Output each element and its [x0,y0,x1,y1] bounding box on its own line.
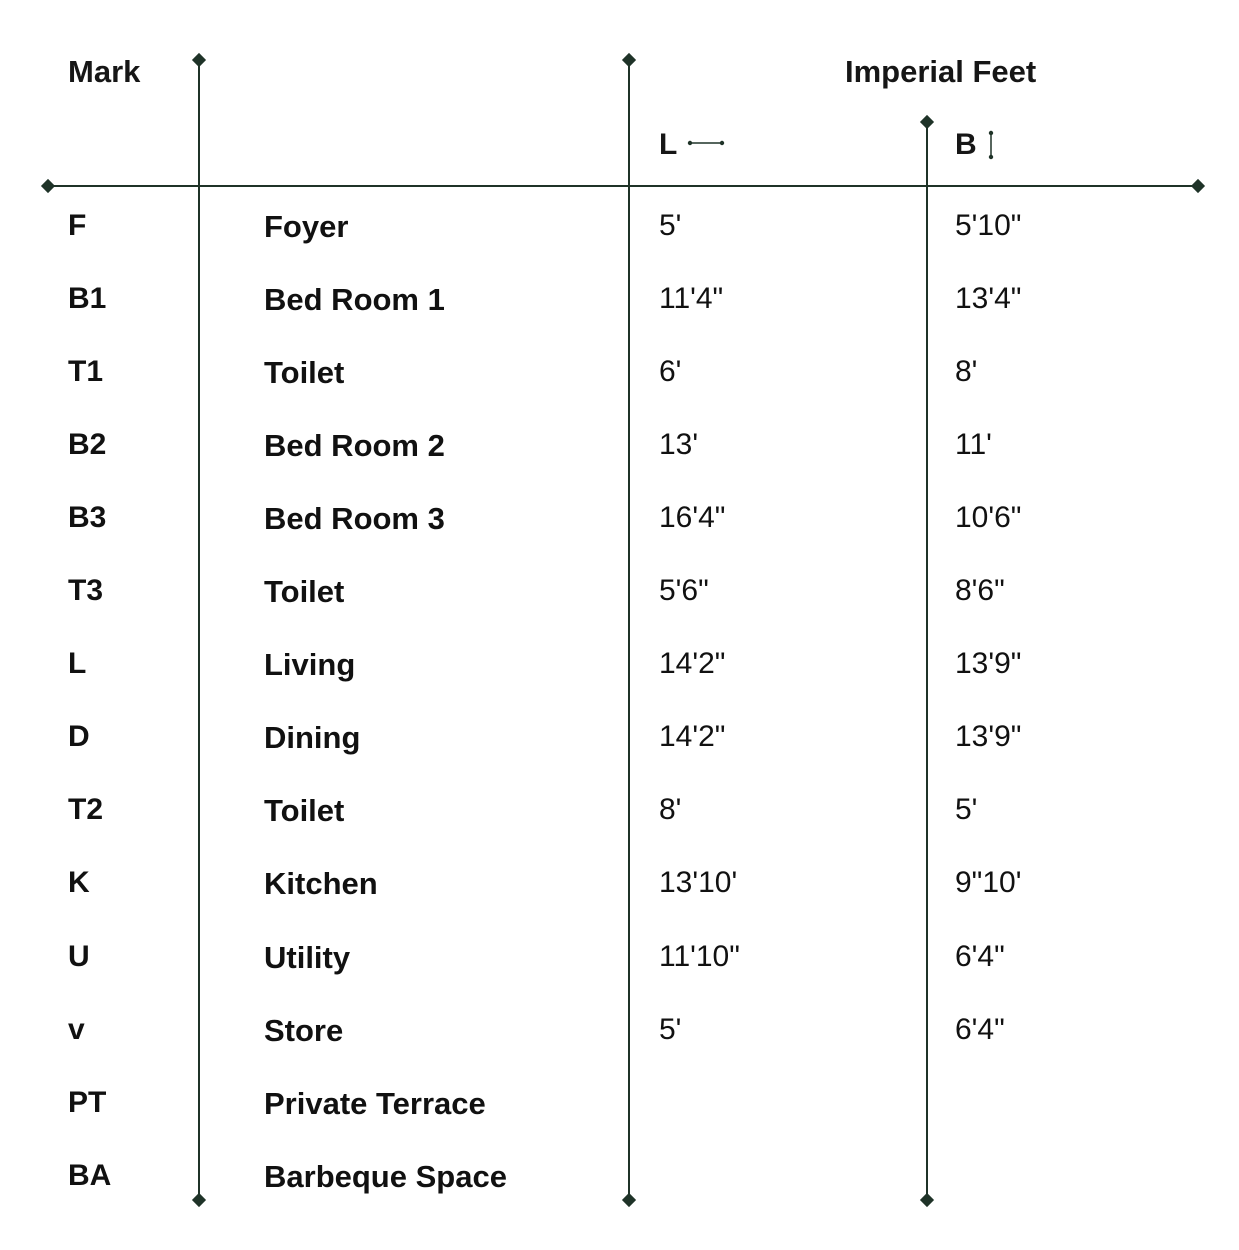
room-name: Living [264,647,356,682]
room-breadth: 8'6" [955,574,1005,607]
room-length: 11'4" [659,282,724,315]
room-length: 14'2" [659,647,726,680]
unit-column-header: Imperial Feet [845,54,1037,89]
room-mark: U [68,940,90,973]
room-breadth: 6'4" [955,1013,1005,1046]
room-breadth: 5' [955,793,978,826]
room-breadth: 13'9" [955,720,1022,753]
room-length: 8' [659,793,682,826]
room-name: Foyer [264,209,349,244]
room-mark: B2 [68,428,107,461]
room-mark: K [68,866,90,899]
room-name: Bed Room 2 [264,428,445,463]
room-length: 11'10" [659,940,740,973]
horizontal-arrow-icon [686,137,726,149]
divider-end-marker [193,1194,204,1205]
room-breadth: 11' [955,428,992,461]
divider-end-marker [1192,180,1203,191]
room-mark: v [68,1013,85,1046]
room-breadth: 13'4" [955,282,1022,315]
room-length: 6' [659,355,682,388]
room-name: Toilet [264,574,345,609]
vertical-arrow-icon [985,130,997,160]
room-breadth: 5'10" [955,209,1022,242]
room-length: 13'10' [659,866,738,899]
room-length: 5' [659,209,682,242]
room-mark: T3 [68,574,104,607]
room-mark: T2 [68,793,104,826]
divider-end-marker [623,54,634,65]
room-breadth: 9"10' [955,866,1022,899]
breadth-column-header: B [955,128,977,161]
room-length: 14'2" [659,720,726,753]
room-mark: PT [68,1086,107,1119]
room-length: 16'4" [659,501,726,534]
room-length: 5'6" [659,574,709,607]
room-name: Barbeque Space [264,1159,507,1194]
room-mark: L [68,647,87,680]
room-length: 13' [659,428,699,461]
room-breadth: 6'4" [955,940,1005,973]
room-name: Private Terrace [264,1086,486,1121]
room-mark: T1 [68,355,104,388]
room-name: Store [264,1013,344,1048]
room-breadth: 8' [955,355,978,388]
length-column-header: L [659,128,678,161]
room-name: Kitchen [264,866,378,901]
divider-end-marker [42,180,53,191]
room-name: Bed Room 3 [264,501,445,536]
divider-end-marker [921,116,932,127]
room-mark: B3 [68,501,107,534]
room-mark: BA [68,1159,112,1192]
room-name: Bed Room 1 [264,282,445,317]
room-name: Dining [264,720,361,755]
room-name: Toilet [264,793,345,828]
room-mark: B1 [68,282,107,315]
room-mark: F [68,209,87,242]
room-name: Toilet [264,355,345,390]
divider-end-marker [193,54,204,65]
mark-column-header: Mark [68,54,141,89]
room-breadth: 13'9" [955,647,1022,680]
divider-end-marker [623,1194,634,1205]
room-name: Utility [264,940,351,975]
divider-end-marker [921,1194,932,1205]
room-length: 5' [659,1013,682,1046]
room-mark: D [68,720,90,753]
room-breadth: 10'6" [955,501,1022,534]
